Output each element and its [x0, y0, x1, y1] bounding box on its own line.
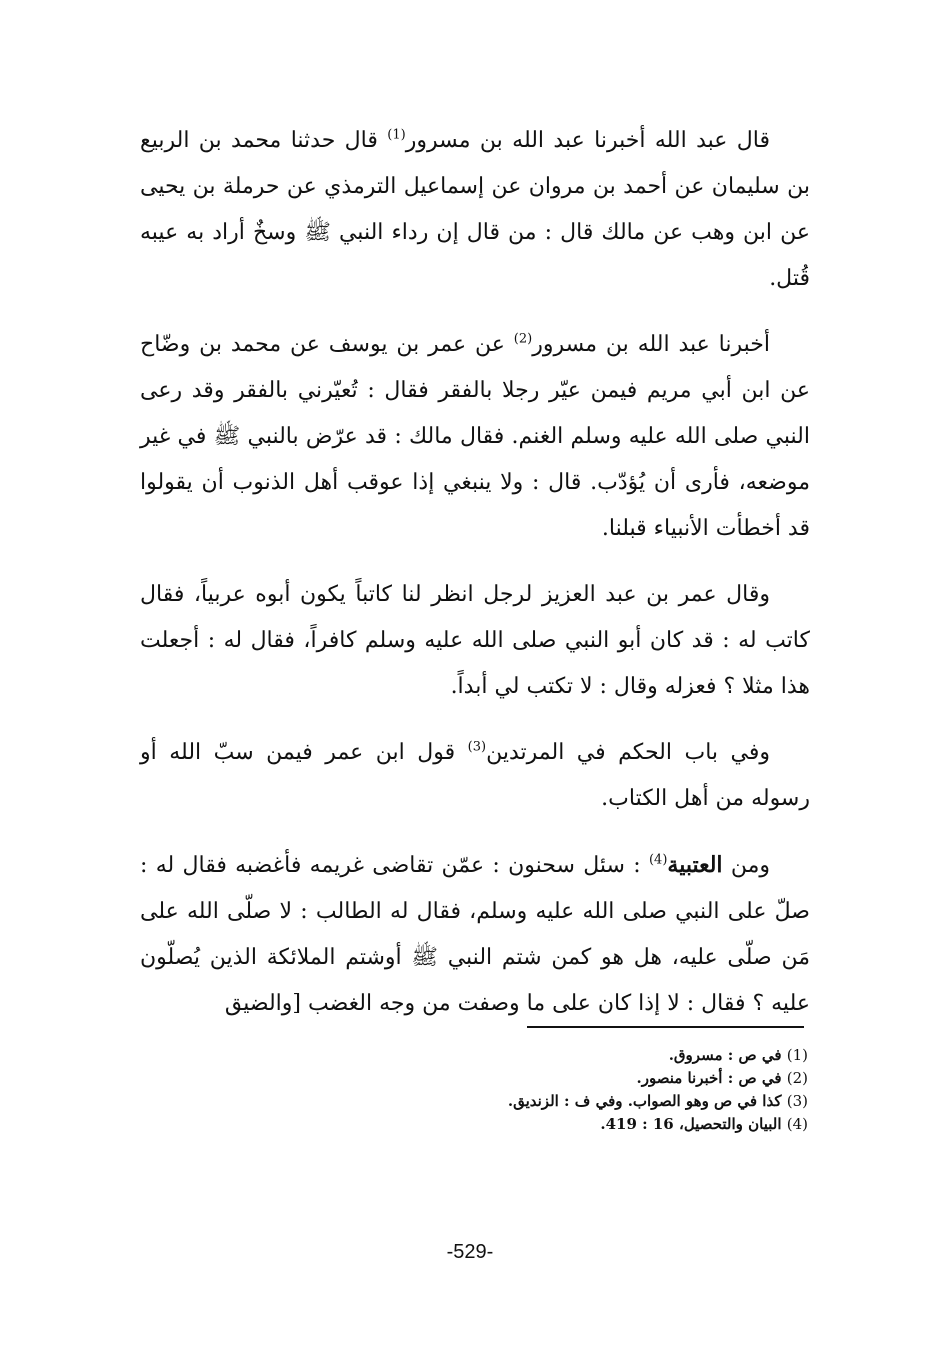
paragraph-text: وقال عمر بن عبد العزيز لرجل انظر لنا كاتباً يكون أبوه عربياً، فقال كاتب له : قد كان أبو النبي صلى الله عليه وسلم كافراً، فقال له : أجعلت هذا مثلا ؟ فعزله وقال : لا تكتب لي أبداً.: [140, 582, 810, 699]
main-body-text: [140, 118, 810, 1027]
footnote-1: [360, 1044, 808, 1067]
source-title: العتبية: [667, 852, 723, 878]
paragraph-text: قال عبد الله أخبرنا عبد الله بن مسرور: [405, 128, 770, 153]
paragraph-text: أخبرنا عبد الله بن مسرور: [532, 332, 771, 357]
paragraph-5: [140, 842, 810, 1027]
footnote-reference: (2): [513, 331, 533, 347]
footnote-number: (4): [786, 1115, 808, 1133]
page-number: -529-: [446, 1241, 494, 1263]
footnote-text: كذا في ص وهو الصواب. وفي ف : الزنديق.: [507, 1092, 782, 1110]
footnote-number: (1): [786, 1046, 808, 1064]
footnote-4: [360, 1113, 808, 1136]
paragraph-text: وفي باب الحكم في المرتدين: [486, 740, 770, 765]
paragraph-text: عن عمر بن يوسف عن محمد بن وضّاح عن ابن أبي مريم فيمن عيّر رجلا بالفقر فقال : تُعيّرني بالفقر وقد رعى النبي صلى الله عليه وسلم الغنم. فقال مالك : قد عرّض بالنبي ﷺ في غير موضعه، فأرى أن يُؤدّب. قال : ولا ينبغي إذا عوقب أهل الذنوب أن يقولوا قد أخطأت الأنبياء قبلنا.: [140, 332, 810, 541]
footnote-text: في ص : مسروق.: [668, 1046, 782, 1064]
footnote-reference: (3): [467, 739, 487, 755]
paragraph-2: [140, 322, 810, 552]
footnote-text: البيان والتحصيل، 16 : 419.: [600, 1115, 782, 1133]
footnotes-section: [360, 1044, 808, 1136]
paragraph-text: ومن: [722, 853, 770, 878]
footnote-number: (2): [786, 1069, 808, 1087]
paragraph-3: [140, 572, 810, 710]
paragraph-text: : سئل سحنون : عمّن تقاضى غريمه فأغضبه فقال له : صلّ على النبي صلى الله عليه وسلم، فقال له الطالب : لا صلّى الله على مَن صلّى عليه، هل هو كمن شتم النبي ﷺ أوشتم الملائكة الذين يُصلّون عليه ؟ فقال : لا إذا كان على ما وصفت من وجه الغضب [والضيق: [140, 853, 810, 1016]
footnote-reference: (1): [387, 127, 406, 143]
footnote-number: (3): [786, 1092, 808, 1110]
footnote-reference: (4): [648, 852, 668, 868]
footnote-3: [360, 1090, 808, 1113]
paragraph-4: [140, 730, 810, 822]
paragraph-text: قال حدثنا محمد بن الربيع بن سليمان عن أحمد بن مروان عن إسماعيل الترمذي عن حرملة بن يحيى عن ابن وهب عن مالك قال : من قال إن رداء النبي ﷺ وسخٌ أراد به عيبه قُتل.: [140, 128, 810, 291]
paragraph-text: قول ابن عمر فيمن سبّ الله أو رسوله من أهل الكتاب.: [140, 740, 810, 811]
footnote-text: في ص : أخبرنا منصور.: [636, 1069, 782, 1087]
paragraph-1: [140, 118, 810, 302]
footnote-2: [360, 1067, 808, 1090]
footnote-divider: [527, 1026, 804, 1028]
